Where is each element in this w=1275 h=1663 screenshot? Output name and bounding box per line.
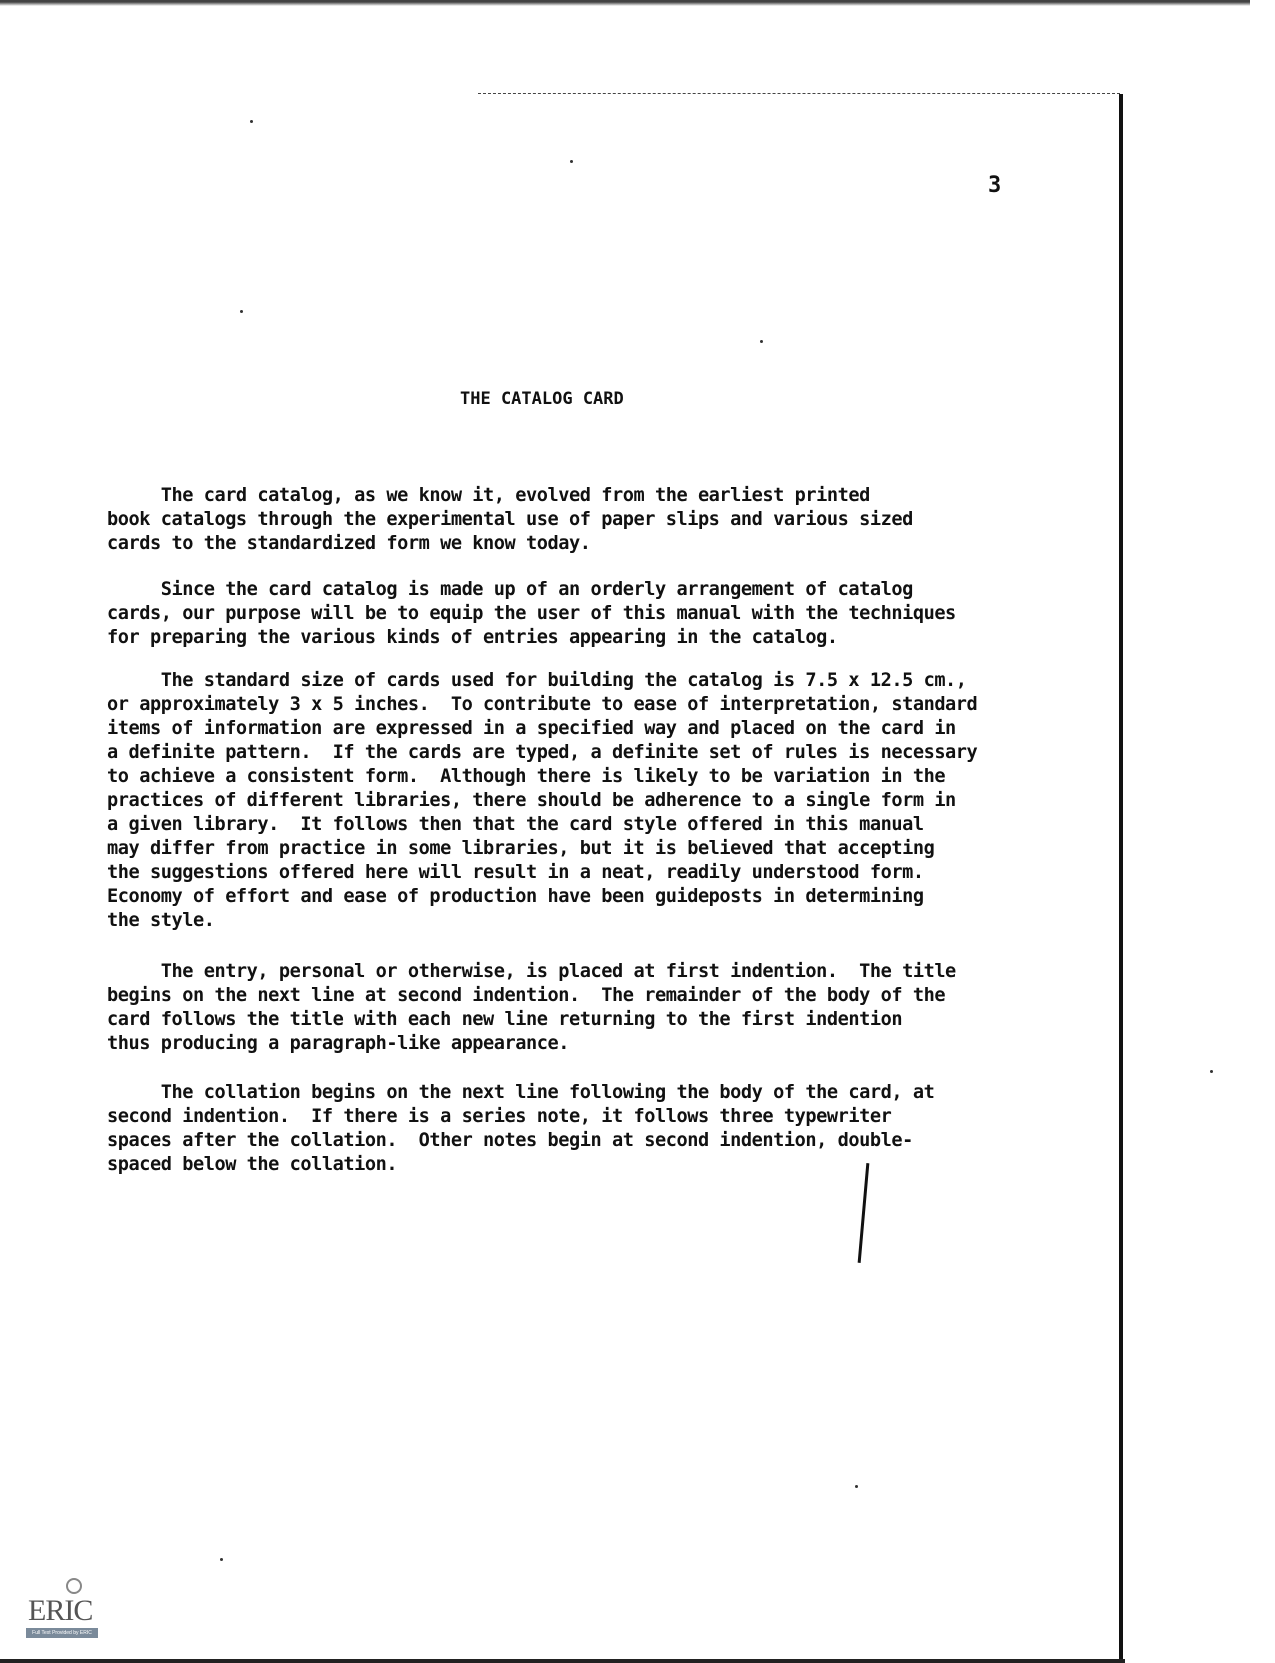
eric-logo [26, 1578, 98, 1638]
paragraph-standard-size: The standard size of cards used for building the catalog is 7.5 x 12.5 cm., or approximately 3 x 5 inches. To contribute to ease of interpretation, standard items of information are expressed in a specified way and placed on the card in a definite pattern. If the cards are typed, a definite set of rules is necessary to achieve a consistent form. Although there is likely to be variation in the practices of different libraries, there should be adherence to a single form in a given library. It follows then that the card style offered in this manual may differ from practice in some libraries, but it is believed that accepting the suggestions offered here will result in a neat, readily understood form. Economy of effort and ease of production have been guideposts in determining the style. [107, 670, 978, 931]
paragraph-card-catalog-origin: The card catalog, as we know it, evolved from the earliest printed book catalogs through the experimental use of paper slips and various sized cards to the standardized form we know today. [107, 485, 913, 554]
scan-speck [855, 1485, 858, 1488]
eric-logo-wordmark: ERIC [28, 1594, 93, 1627]
page-title: THE CATALOG CARD [460, 389, 624, 409]
paragraph-collation: The collation begins on the next line following the body of the card, at second indention. If there is a series note, it follows three typewriter spaces after the collation. Other notes begin at second indention, double- spaced below the collation. [107, 1082, 935, 1175]
eric-logo-icon [66, 1578, 82, 1594]
scan-speck [220, 1558, 223, 1561]
paragraph-purpose: Since the card catalog is made up of an orderly arrangement of catalog cards, our purpose will be to equip the user of this manual with the techniques for preparing the various kinds of entries appearing in the catalog. [107, 579, 956, 648]
scan-edge-bottom [0, 1659, 1125, 1663]
scan-speck [1210, 1070, 1213, 1073]
scan-speck [760, 340, 763, 343]
scan-edge-right [1119, 94, 1123, 1663]
paragraph-entry-indention: The entry, personal or otherwise, is placed at first indention. The title begins on the next line at second indention. The remainder of the body of the card follows the title with each new line returning to the first indention thus producing a paragraph-like appearance. [107, 961, 956, 1054]
scan-speck [240, 310, 243, 313]
scan-edge-top [0, 0, 1250, 6]
eric-logo-tagline: Full Text Provided by ERIC [26, 1628, 98, 1638]
pen-mark [858, 1163, 870, 1263]
page-number: 3 [988, 173, 1002, 198]
scan-speck [250, 120, 253, 123]
header-dashed-rule [478, 93, 1120, 94]
scan-speck [570, 160, 573, 163]
